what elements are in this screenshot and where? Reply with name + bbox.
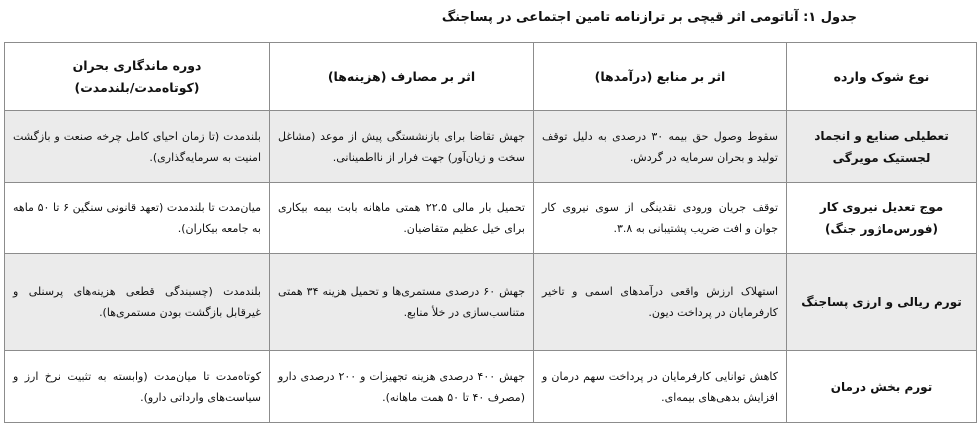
row-expenses-cell: جهش ۶۰ درصدی مستمری‌ها و تحمیل هزینه ۳۴ همتی متناسب‌سازی در خلأ منابع. [270,254,534,351]
row-resources-cell: سقوط وصول حق بیمه ۳۰ درصدی به دلیل توقف تولید و بحران سرمایه در گردش. [534,111,787,183]
table-caption: جدول ۱: آناتومی اثر قیچی بر ترازنامه تامین اجتماعی در پساجنگ [441,10,857,25]
header-resources-label: اثر بر منابع (درآمدها) [594,68,726,84]
row-duration-cell: بلندمدت (چسبندگی قطعی هزینه‌های پرسنلی و غیرقابل بازگشت بودن مستمری‌ها). [5,254,270,351]
row-expenses-cell: تحمیل بار مالی ۲۲.۵ همتی ماهانه بابت بیمه بیکاری برای خیل عظیم متقاضیان. [270,183,534,254]
header-shock-type-label: نوع شوک وارده [833,68,930,84]
table-row [5,183,977,254]
anatomy-table [4,42,977,423]
header-expenses [270,43,534,111]
header-expenses-label: اثر بر مصارف (هزینه‌ها) [327,68,476,84]
header-duration-sublabel: (کوتاه‌مدت/بلندمدت) [74,79,200,95]
table-row [5,351,977,423]
row-shock-cell: تعطیلی صنایع و انجماد لجستیک مویرگی [787,111,977,183]
row-duration-cell: بلندمدت (تا زمان احیای کامل چرخه صنعت و بازگشت امنیت به سرمایه‌گذاری). [5,111,270,183]
row-resources-cell: کاهش توانایی کارفرمایان در پرداخت سهم درمان و افزایش بدهی‌های بیمه‌ای. [534,351,787,423]
row-shock-cell: موج تعدیل نیروی کار (فورس‌ماژور جنگ) [787,183,977,254]
header-duration-label: دوره ماندگاری بحران [72,57,202,73]
table-header-row [5,43,977,111]
row-resources-cell: توقف جریان ورودی نقدینگی از سوی نیروی کار جوان و افت ضریب پشتیبانی به ۳.۸. [534,183,787,254]
row-expenses-cell: جهش تقاضا برای بازنشستگی پیش از موعد (مشاغل سخت و زیان‌آور) جهت فرار از نااطمینانی. [270,111,534,183]
header-shock-type [787,43,977,111]
row-duration-cell: میان‌مدت تا بلندمدت (تعهد قانونی سنگین ۶ تا ۵۰ ماهه به جامعه بیکاران). [5,183,270,254]
table-row [5,254,977,351]
row-duration-cell: کوتاه‌مدت تا میان‌مدت (وابسته به تثبیت نرخ ارز و سیاست‌های وارداتی دارو). [5,351,270,423]
row-expenses-cell: جهش ۴۰۰ درصدی هزینه تجهیزات و ۲۰۰ درصدی دارو (مصرف ۴۰ تا ۵۰ همت ماهانه). [270,351,534,423]
row-shock-cell: تورم بخش درمان [787,351,977,423]
table-row [5,111,977,183]
header-resources [534,43,787,111]
row-resources-cell: استهلاک ارزش واقعی درآمدهای اسمی و تاخیر کارفرمایان در پرداخت دیون. [534,254,787,351]
row-shock-cell: تورم ریالی و ارزی پساجنگ [787,254,977,351]
header-duration [5,43,270,111]
